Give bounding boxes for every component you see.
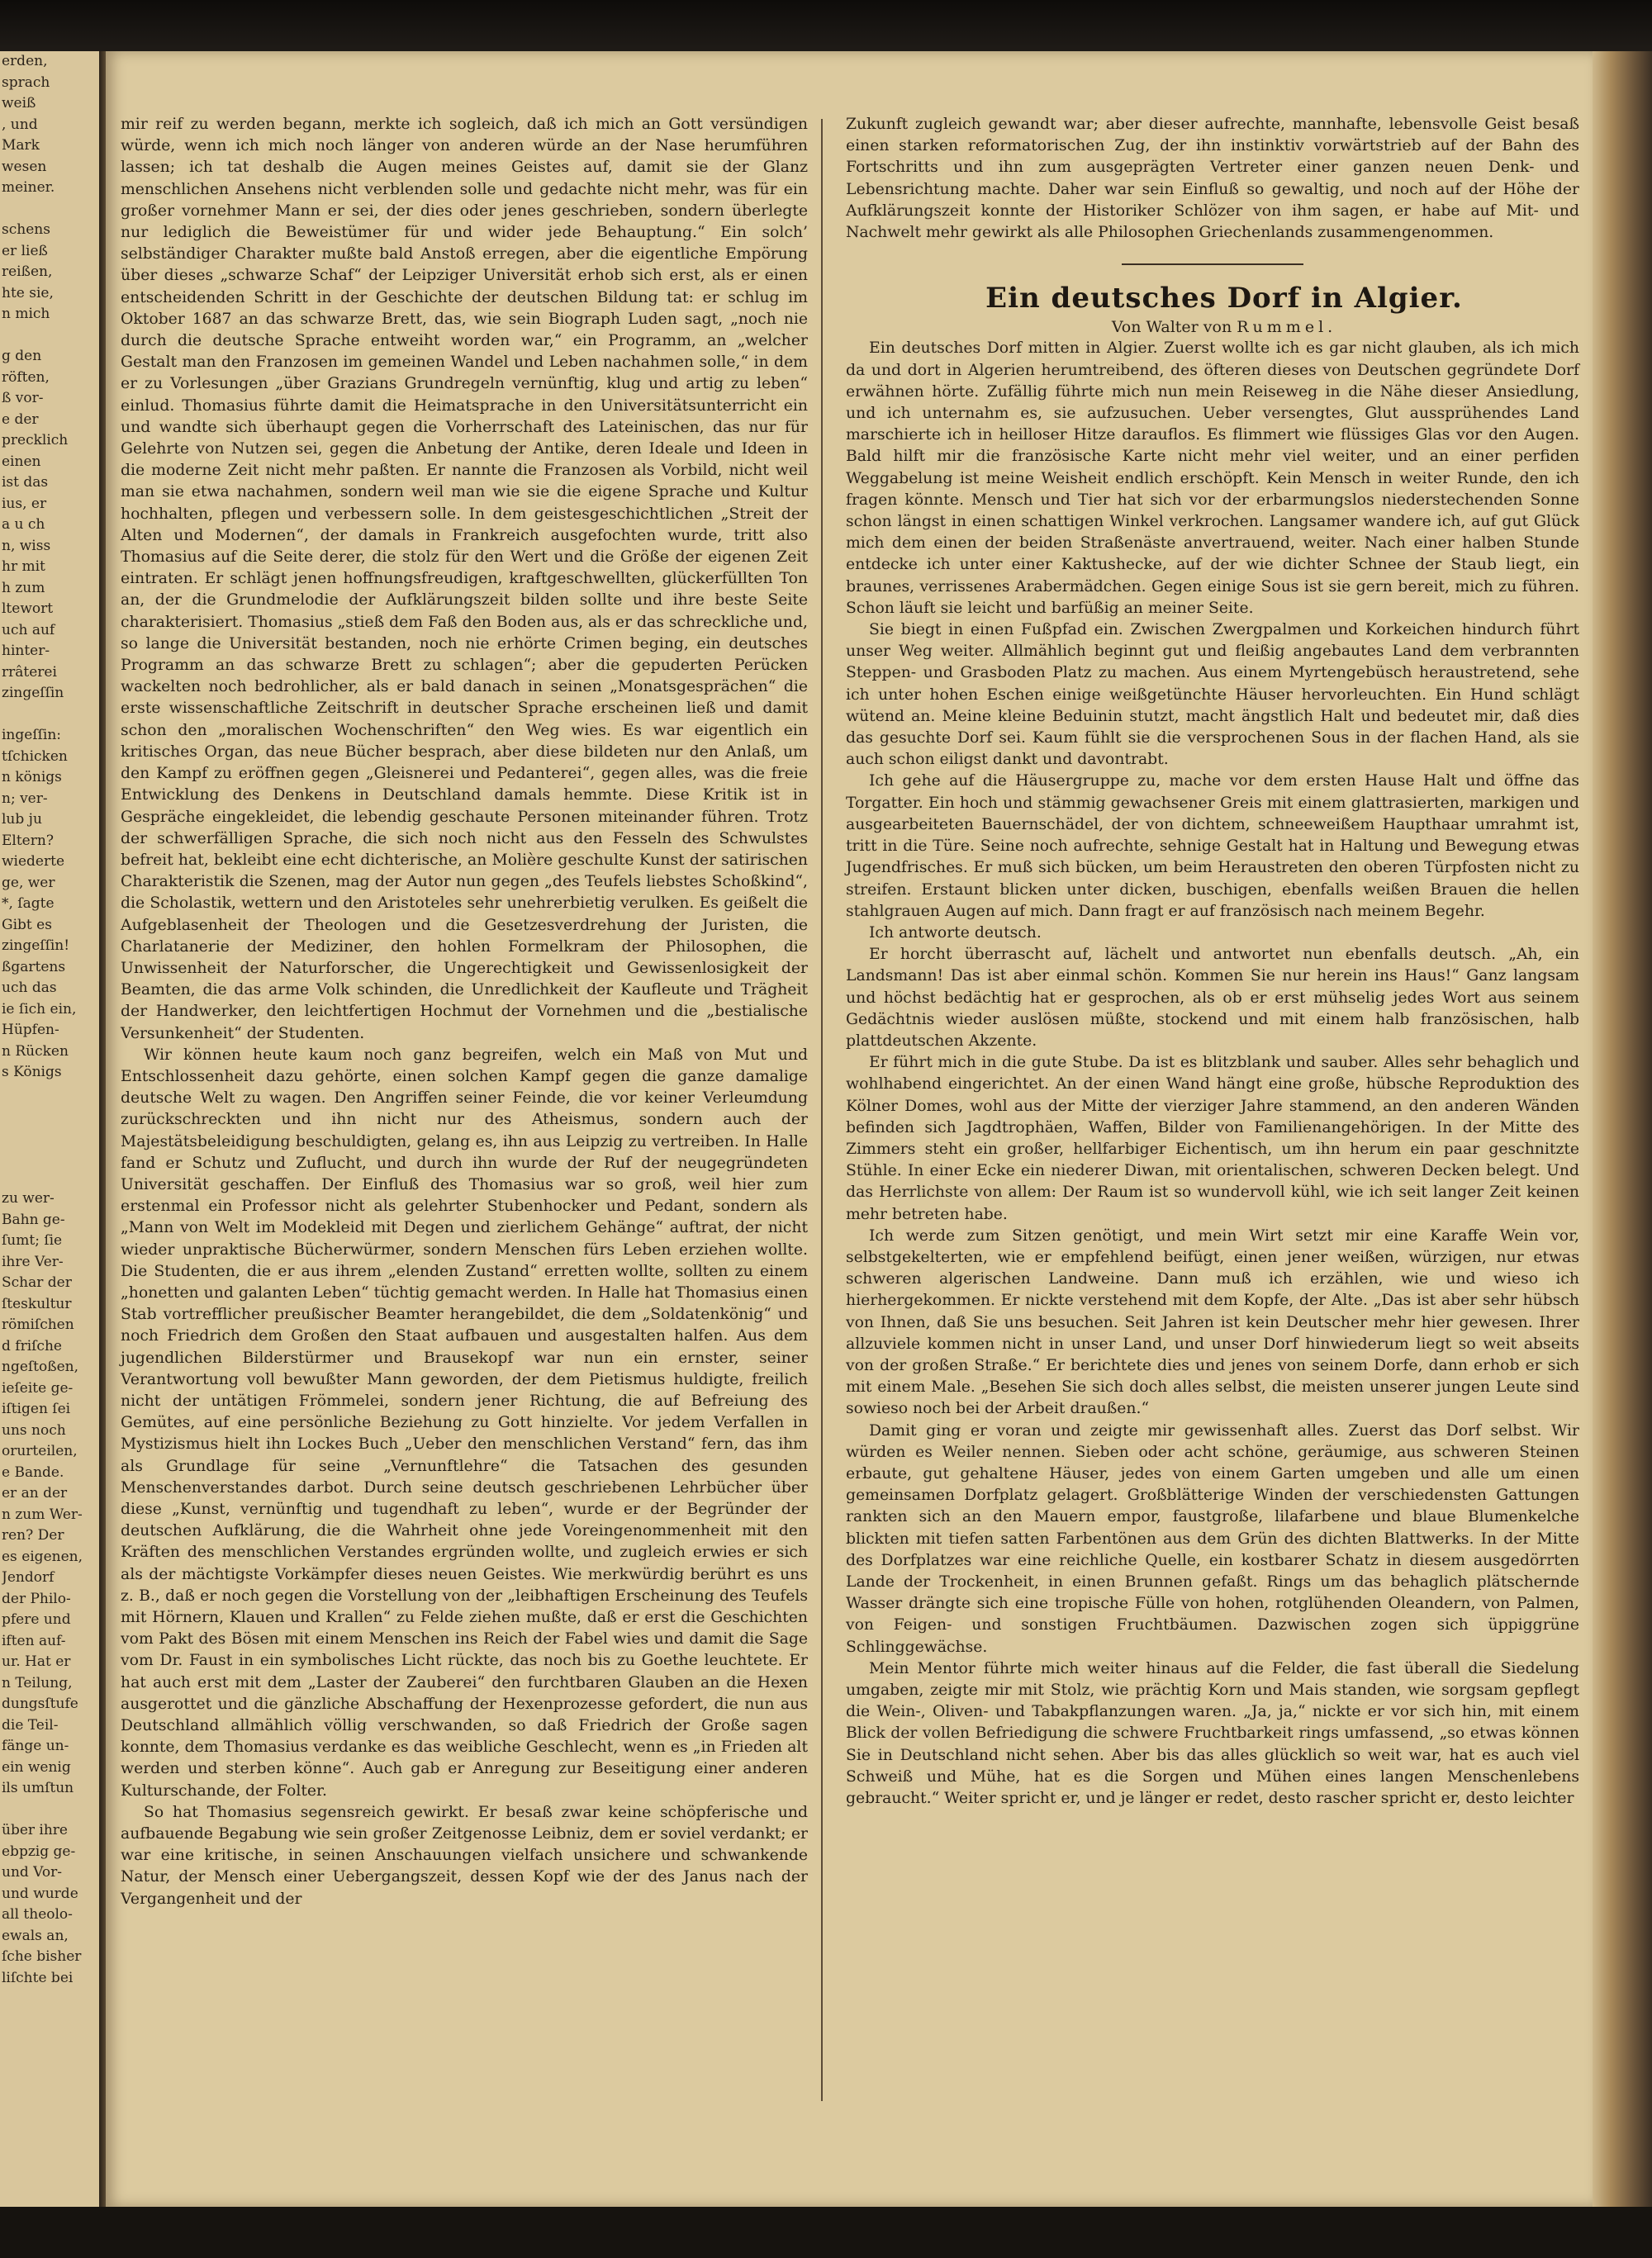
adjacent-page-line: römiſchen: [2, 1316, 74, 1333]
adjacent-page-line: uch auf: [2, 621, 55, 638]
adjacent-page-line: [2, 199, 96, 221]
adjacent-page-line: über ihre: [2, 1822, 68, 1838]
article-paragraph: Ich antworte deutsch.: [869, 923, 1042, 942]
adjacent-page-line: es eigenen,: [2, 1548, 83, 1565]
adjacent-page-line: pfere und: [2, 1611, 71, 1628]
adjacent-page-line: [2, 1146, 96, 1168]
adjacent-page-line: und Vor-: [2, 1864, 63, 1881]
adjacent-page-line: iſtigen ſei: [2, 1401, 71, 1417]
adjacent-page-line: Jendorf: [2, 1569, 55, 1586]
adjacent-page-line: hte sie,: [2, 284, 54, 301]
adjacent-page-line: ßgartens: [2, 958, 66, 975]
adjacent-page-line: meiner.: [2, 179, 55, 196]
article-paragraph: Er führt mich in die gute Stube. Da ist es blitzblank und sauber. Alles sehr behaglich und wohlhabend eingerichtet. An der einen Wand hängt eine große, hübsche Reproduktion des Kölner Domes, wohl aus der Mitte der vierziger Jahre stammend, an den anderen Wänden befinden sich Jagdtrophäen, Waffen, Bilder von Familienangehörigen. In der Mitte des Zimmers steht ein großer, hellfarbiger Eichentisch, um ihn herum ein paar geschnitzte Stühle. In einer Ecke ein niederer Diwan, mit orientalischen, schweren Decken belegt. Und das Herrlichste von allem: Der Raum ist so wundervoll kühl, wie ich seit langer Zeit keinen mehr betreten habe.: [846, 1054, 1579, 1223]
adjacent-page-line: einen: [2, 453, 41, 470]
adjacent-page-line: n Teilung,: [2, 1674, 73, 1691]
scan-bottom-border: [0, 2207, 1652, 2258]
article-paragraph: Ich werde zum Sitzen genötigt, und mein Wirt setzt mir eine Karaffe Wein vor, selbstgekelterten, wie er empfehlend beifügt, einen jener weißen, würzigen, nur etwas schweren algerischen Landweine. Dann muß ich erzählen, wie und wieso ich hierhergekommen. Er nickte verstehend mit dem Kopfe, der Alte. „Das ist aber sehr hübsch von Ihnen, daß Sie uns besuchen. Seit Jahren ist kein Deutscher mehr hier gewesen. Ihrer allzuviele kommen nicht in unser Land, und unser Dorf hinwiederum liegt so weit abseits von der großen Straße.“ Er berichtete dies und jenes von seinem Dorfe, dann erhob er sich mit einem Male. „Besehen Sie sich doch alles selbst, die meisten unserer jungen Leute sind sowieso noch bei der Arbeit draußen.“: [846, 1226, 1579, 1418]
adjacent-page-line: *, ſagte: [2, 895, 55, 912]
left-column: [121, 114, 808, 1910]
adjacent-page-line: ge, wer: [2, 874, 55, 891]
adjacent-page-line: wiederte: [2, 853, 65, 870]
adjacent-page-line: rrâterei: [2, 663, 57, 681]
adjacent-page-line: n, wiss: [2, 537, 51, 554]
adjacent-page-line: n Rücken: [2, 1042, 69, 1060]
adjacent-page-line: er ließ: [2, 242, 48, 259]
adjacent-page-line: hr mit: [2, 558, 45, 575]
adjacent-page-line: [2, 1126, 96, 1147]
adjacent-page-line: ius, er: [2, 495, 47, 512]
adjacent-page-line: uns noch: [2, 1421, 66, 1439]
adjacent-page-line: ils umſtun: [2, 1780, 74, 1796]
adjacent-page-line: h zum: [2, 579, 45, 596]
adjacent-page-line: iften auf-: [2, 1632, 66, 1649]
scan-top-border: [0, 0, 1652, 51]
adjacent-page-line: hinter-: [2, 643, 50, 659]
adjacent-page-line: ß vor-: [2, 390, 44, 406]
adjacent-page-line: all theolo-: [2, 1906, 73, 1923]
adjacent-page-line: n königs: [2, 769, 62, 785]
article-paragraph: Ich gehe auf die Häusergruppe zu, mache vor dem ersten Hause Halt und öffne das Torgatter. Ein hoch und stämmig gewachsener Greis mit einem glattrasierten, markigen und ausgearbeiteten Bauernschädel, der von dichtem, schneeweißem Haupthaar umrahmt ist, tritt in die Türe. Seine noch aufrechte, sehnige Gestalt hat in Haltung und Bewegung etwas Jugendfrisches. Er muß sich bücken, um beim Heraustreten den oberen Türpfosten nicht zu streifen. Erstaunt blicken unter dicken, buschigen, ebenfalls weißen Brauen die hellen stahlgrauen Augen auf mich. Dann fragt er auf französisch nach meinem Begehr.: [846, 772, 1579, 920]
body-paragraph: Wir können heute kaum noch ganz begreifen, welch ein Maß von Mut und Entschlossenheit dazu gehörte, einen solchen Kampf gegen die ganze damalige deutsche Welt zu wagen. Den Angriffen seiner Feinde, die vor keiner Verleumdung zurückschreckten und ihn nicht nur des Atheismus, sondern auch der Majestätsbeleidigung beschuldigten, gelang es, ihn aus Leipzig zu vertreiben. In Halle fand er Schutz und Zuflucht, und durch ihn wurde der Ruf der neugegründeten Universität geschaffen. Der Einfluß des Thomasius war so groß, weil hier zum erstenmal ein Professor nicht als gelehrter Stubenhocker und Pedant, sondern als „Mann von Welt im Modekleid mit Degen und zierlichem Gehänge“ auftrat, der nicht wieder unpraktische Bücherwürmer, sondern Menschen fürs Leben erziehen wollte. Die Studenten, die er aus ihrem „elenden Zustand“ erretten wollte, sollten zu einem „honetten und galanten Leben“ tüchtig gemacht werden. In Halle hat Thomasius einen Stab vortrefflicher preußischer Beamter herangebildet, die dem „Soldatenkönig“ und noch Friedrich dem Großen den Staat aufbauen und ausgestalten halfen. Aus dem jugendlichen Bilderstürmer und Brausekopf war nun ein ernster, seiner Verantwortung voll bewußter Mann geworden, der dem Pietismus huldigte, freilich nicht der untätigen Frömmelei, sondern jener Richtung, die auf Befreiung des Gemütes, auf eine persönliche Beziehung zu Gott hinzielte. Vor jedem Verfallen in Mystizismus hielt ihn Lockes Buch „Ueber den menschlichen Verstand“ fern, das ihm als Grundlage für seine „Vernunftlehre“ die Tatsachen des gesunden Menschenverstandes darbot. Durch seine deutsch geschriebenen Lehrbücher über diese „Kunst, vernünftig und tugendhaft zu leben“, wurde er der Begründer der deutschen Aufklärung, die die Wahrheit ohne jede Voreingenommenheit mit den Kräften des menschlichen Verstandes ergründen wollte, und zugleich erwies er sich als der mächtigste Vorkämpfer dieses neuen Geistes. Wie merkwürdig berührt es uns z. B., daß er noch gegen die Vorstellung von der „leibhaftigen Erscheinung des Teufels mit Hörnern, Klauen und Krallen“ zu Felde ziehen mußte, daß er erst die Geschichten vom Pakt des Bösen mit einem Menschen ins Reich der Fabel wies und damit die Sage vom Dr. Faust in ein symbolisches Licht rückte, das noch bis zu Goethe leuchtete. Er hat auch erst mit dem „Laster der Zauberei“ den furchtbaren Glauben an die Hexen ausgerottet und die gänzliche Abschaffung der Hexenprozesse gefordert, die nun aus Deutschland allmählich völlig verschwanden, so daß Friedrich der Große sagen konnte, dem Thomasius verdanke es das weibliche Geschlecht, wenn es „in Frieden alt werden und sterben könne“. Auch gab er Anregung zur Beseitigung einer anderen Kulturschande, der Folter.: [121, 1046, 808, 1800]
adjacent-page-line: reißen,: [2, 263, 53, 280]
adjacent-page-line: ist das: [2, 474, 49, 491]
adjacent-page-line: er an der: [2, 1485, 68, 1501]
column-divider: [821, 119, 823, 2101]
adjacent-page-line: e Bande.: [2, 1463, 64, 1481]
adjacent-page-line: s Königs: [2, 1064, 62, 1080]
body-paragraph: So hat Thomasius segensreich gewirkt. Er besaß zwar keine schöpferische und aufbauende Begabung wie sein großer Zeitgenosse Leibniz, dem er soviel verdankt; er war eine kritische, in seinen Anschauungen vielfach unsichere und schwankende Natur, der Mensch einer Uebergangszeit, dessen Kopf wie der des Janus nach der Vergangenheit und der: [121, 1803, 808, 1908]
adjacent-page-line: ihre Ver-: [2, 1253, 64, 1270]
adjacent-page-line: zu wer-: [2, 1190, 55, 1207]
adjacent-page-line: ingeſſin:: [2, 727, 62, 743]
adjacent-page-line: , und: [2, 116, 38, 133]
adjacent-page-line: wesen: [2, 158, 47, 175]
adjacent-page-line: ieſeite ge-: [2, 1379, 74, 1397]
adjacent-page-line: n mich: [2, 306, 50, 322]
adjacent-page-line: d friſche: [2, 1337, 62, 1354]
adjacent-page-line: Gibt es: [2, 916, 52, 933]
byline-prefix: Von Walter von: [1111, 318, 1232, 337]
adjacent-page-line: ie ſich ein,: [2, 1000, 77, 1018]
adjacent-page-line: n zum Wer-: [2, 1506, 83, 1523]
article-paragraph: Ein deutsches Dorf mitten in Algier. Zuerst wollte ich es gar nicht glauben, als ich mich da und dort in Algerien herumtreibend, des öfteren dieses von Deutschen gegründete Dorf erwähnen hörte. Zufällig führte mich nun mein Reiseweg in die Nähe dieser Ansiedlung, und ich unternahm es, sie aufzusuchen. Ueber versengtes, Glut aussprühendes Land marschierte ich in heilloser Hitze darauflos. Es flimmert wie flüssiges Glas vor den Augen. Bald hilft mir die französische Karte nicht mehr viel weiter, und an einer perfiden Weggabelung ist meine Weisheit endlich erschöpft. Kein Mensch in weiter Runde, den ich fragen könnte. Mensch und Tier hat sich vor der erbarmungslos niederstechenden Sonne schon längst in einen schattigen Winkel verkrochen. Langsamer wandere ich, auf gut Glück mich dem einen der beiden Straßenäste anvertrauend, weiter. Nach einer halben Stunde entdecke ich unter einer Kaktushecke, auf der wie dichter Schnee der Staub liegt, ein braunes, verrissenes Arabermädchen. Gegen einige Sous ist sie gern bereit, mich zu führen. Schon läuft sie leicht und barfüßig an meiner Seite.: [846, 339, 1579, 617]
adjacent-page-line: [2, 704, 96, 726]
book-gutter: [99, 51, 106, 2207]
article-title: Ein deutsches Dorf in Algier.: [985, 282, 1463, 315]
adjacent-page-line: Eltern?: [2, 832, 54, 849]
adjacent-page-line: ebpzig ge-: [2, 1843, 76, 1860]
adjacent-page-line: fänge un-: [2, 1738, 69, 1754]
adjacent-page-line: ltewort: [2, 600, 54, 617]
adjacent-page-line: röften,: [2, 368, 50, 386]
adjacent-page-line: [2, 325, 96, 347]
article-paragraph: Mein Mentor führte mich weiter hinaus auf die Felder, die fast überall die Siedelung umgaben, zeigte mir mit Stolz, wie prächtig Korn und Mais standen, wie sorgsam gepflegt die Wein-, Oliven- und Tabakpflanzungen waren. „Ja, ja,“ nickte er vor sich hin, mit einem Blick der vollen Befriedigung die schwere Fruchtbarkeit rings umfassend, „so etwas können Sie in Deutschland nicht sehen. Aber bis das alles glücklich so weit war, hat es auch viel Schweiß und Mühe, hat es die Sorgen und Mühen eines langen Menschenlebens gebraucht.“ Weiter spricht er, und je länger er redet, desto rascher spricht er, desto leichter: [846, 1659, 1579, 1808]
adjacent-page-line: [2, 1168, 96, 1189]
article-paragraph: Sie biegt in einen Fußpfad ein. Zwischen Zwergpalmen und Korkeichen hindurch führt unser Weg weiter. Allmählich beginnt gut und fleißig angebautes Land dem verbrannten Steppen- und Grasboden Platz zu machen. Aus einem Myrtengebüsch heraustretend, sehe ich unter hohen Eschen einige weißgetünchte Häuser hervorleuchten. Ein Hund schlägt wütend an. Meine kleine Beduinin stutzt, macht ängstlich Halt und bedeutet mir, daß dies das gesuchte Dorf sei. Kaum fühlt sie die versprochenen Sous in der flachen Hand, als sie auch schon eiligst dankt und davontrabt.: [846, 621, 1579, 769]
adjacent-page-line: schens: [2, 221, 50, 238]
adjacent-page-line: erden,: [2, 53, 48, 69]
adjacent-page-text: [2, 51, 96, 1989]
adjacent-page-line: uch das: [2, 980, 57, 996]
adjacent-page-line: Mark: [2, 137, 40, 154]
article-separator: [1122, 263, 1303, 265]
adjacent-page-line: dungsſtufe: [2, 1696, 78, 1712]
body-paragraph: mir reif zu werden begann, merkte ich sogleich, daß ich mich an Gott versündigen würde, wenn ich mich noch länger von anderen würde an der Nase herumführen lassen; ich tat deshalb die Augen meines Geistes auf, damit sie der Glanz menschlichen Ansehens nicht verblenden solle und gedachte nicht mehr, was für ein großer vornehmer Mann er sei, der dies oder jenes geschrieben, sondern überlegte nur lediglich die Beweistümer für und wider jede Behauptung.“ Ein solch’ selbständiger Charakter mußte bald Anstoß erregen, aber die eigentliche Empörung über dieses „schwarze Schaf“ der Leipziger Universität erhob sich erst, als er einen entscheidenden Schritt in der Geschichte der deutschen Bildung tat: er schlug im Oktober 1687 an das schwarze Brett, das, wie sein Biograph Luden sagt, „noch nie durch die deutsche Sprache entweiht worden war,“ ein Programm, an „welcher Gestalt man den Franzosen im gemeinen Wandel und Leben nachahmen solle,“ in dem er zu Vorlesungen „über Grazians Grundregeln vernünftig, klug und artig zu leben“ einlud. Thomasius führte damit die Heimatsprache in den Universitätsunterricht ein und wandte sich überhaupt gegen die Vorherrschaft des Lateinischen, das nur für Gelehrte von Nutzen sei, gegen die Anbetung der Antike, deren Ideale und Ideen in die moderne Zeit nicht mehr paßten. Er nannte die Franzosen als Vorbild, nicht weil man sie etwa nachahmen, sondern weil man wie sie die eigene Sprache und Kultur hochhalten, pflegen und verbessern solle. In dem geistesgeschichtlichen „Streit der Alten und Modernen“, der damals in Frankreich ausgefochten wurde, tritt also Thomasius auf die Seite derer, die stolz für den Wert und die Größe der eigenen Zeit eintraten. Er schlägt jenen hoffnungsfreudigen, kraftgeschwellten, glückerfüllten Ton an, der die Grundmelodie der Aufklärungszeit bilden sollte und ihre beste Seite charakterisiert. Thomasius „stieß dem Faß den Boden aus, als er das schreckliche und, so lange die Universität bestanden, noch nie erhörte Crimen beging, ein deutsches Programm an das schwarze Brett zu schlagen“; aber die gepuderten Perücken wackelten noch bedrohlicher, als er bald danach in seinen „Monatsgesprächen“ die erste wissenschaftliche Zeitschrift in deutscher Sprache erscheinen ließ und damit schon den „moralischen Wochenschriften“ den Weg wies. Es war eigentlich ein kritisches Organ, das neue Bücher besprach, aber diese bildeten nur den Anlaß, um den Kampf zu eröffnen gegen „Gleisnerei und Pedanterei“, gegen alles, was die freie Entwicklung des Denkens in Deutschland damals hemmte. Diese Kritik ist in Gespräche eingekleidet, die lebendig geschaute Personen miteinander führen. Trotz der schwerfälligen Sprache, die sich noch nicht aus den Fesseln des Schwulstes befreit hat, bekleibt eine echt dichterische, an Molière geschulte Kunst der satirischen Charakteristik die Szenen, mag der Autor nun gegen „des Teufels liebstes Schoßkind“, die Scholastik, wettern und den Aristoteles sehr unehrerbietig verulken. Es geißelt die Aufgeblasenheit der Theologen und die Gesetzesverdrehung der Juristen, die Charlatanerie der Mediziner, den hohlen Formelkram der Philosophen, die Unwissenheit der Naturforscher, die Ungerechtigkeit und Gewissenlosigkeit der Beamten, die das arme Volk schinden, die Unredlichkeit der Kaufleute und Trägheit der Handwerker, den leichtfertigen Hochmut der Vornehmen und die „bestialische Versunkenheit“ der Studenten.: [121, 116, 808, 1042]
adjacent-page-line: der Philo-: [2, 1590, 71, 1607]
right-column: [846, 114, 1579, 1810]
adjacent-page-line: [2, 1800, 96, 1821]
adjacent-page-line: [2, 1104, 96, 1126]
adjacent-page-line: [2, 1084, 96, 1105]
adjacent-page-line: n; ver-: [2, 790, 48, 807]
adjacent-page-line: liſchte bei: [2, 1969, 74, 1986]
adjacent-page-line: precklich: [2, 432, 69, 448]
adjacent-page-line: sprach: [2, 74, 50, 91]
adjacent-page-line: zingeſſin: [2, 685, 64, 701]
byline-author: Rummel.: [1237, 318, 1337, 337]
adjacent-page-line: ſche bisher: [2, 1948, 82, 1965]
adjacent-page-line: Schar der: [2, 1274, 72, 1291]
page-edge-stack: [1593, 51, 1652, 2207]
adjacent-page-line: ſumt; ſie: [2, 1232, 63, 1249]
adjacent-page-line: ein wenig: [2, 1758, 71, 1776]
adjacent-page-line: weiß: [2, 95, 36, 111]
adjacent-page-line: ren? Der: [2, 1527, 64, 1544]
newspaper-page: [106, 51, 1593, 2207]
adjacent-page-line: a u ch: [2, 516, 45, 533]
article-body: [846, 338, 1579, 1810]
adjacent-page-line: tſchicken: [2, 747, 68, 765]
adjacent-page-line: Hüpfen-: [2, 1022, 59, 1038]
adjacent-page-line: und wurde: [2, 1885, 78, 1902]
adjacent-page-fragment: [0, 51, 102, 2207]
adjacent-page-line: e der: [2, 410, 39, 428]
adjacent-page-line: ſteskultur: [2, 1295, 72, 1312]
adjacent-page-line: ngeſtoßen,: [2, 1359, 79, 1375]
continued-paragraph: Zukunft zugleich gewandt war; aber dieser aufrechte, mannhafte, lebensvolle Geist besaß einen starken reformatorischen Zug, der ihn instinktiv vorwärtstrieb auf der Bahn des Fortschritts und ihn zum ausgeprägten Vertreter einer ganzen neuen Denk- und Lebensrichtung machte. Daher war sein Einfluß so gewaltig, und noch auf der Höhe der Aufklärungszeit konnte der Historiker Schlözer von ihm sagen, er habe auf Mit- und Nachwelt mehr gewirkt als alle Philosophen Griechenlands zusammengenommen.: [846, 116, 1579, 242]
article-paragraph: Damit ging er voran und zeigte mir gewissenhaft alles. Zuerst das Dorf selbst. Wir würden es Weiler nennen. Sieben oder acht schöne, geräumige, aus schweren Steinen erbaute, gut gehaltene Häuser, jedes von einem Garten umgeben und alle um einen gemeinsamen Dorfplatz gelagert. Großblätterige Winden der verschiedensten Gattungen rankten sich an den Mauern empor, faustgroße, lilafarbene und blaue Blumenkelche blickten mit tiefen satten Farbentönen aus dem Grün des dichten Blattwerks. In der Mitte des Dorfplatzes war eine reichliche Quelle, ein kostbarer Schatz in diesem ausgedörrten Lande der Trockenheit, in einen Brunnen gefaßt. Rings um das behaglich plätschernde Wasser drängte sich eine tropische Fülle von hohen, rotglühenden Oleandern, von Palmen, von Feigen- und sonstigen Fruchtbäumen. Dazwischen zogen sich üppiggrüne Schlinggewächse.: [846, 1421, 1579, 1656]
adjacent-page-line: g den: [2, 348, 42, 364]
adjacent-page-line: zingeſſin!: [2, 937, 70, 954]
article-byline: [846, 316, 1579, 338]
adjacent-page-line: ewals an,: [2, 1927, 69, 1944]
adjacent-page-line: ur. Hat er: [2, 1653, 71, 1670]
adjacent-page-line: lub ju: [2, 811, 42, 828]
adjacent-page-line: orurteilen,: [2, 1443, 78, 1459]
article-paragraph: Er horcht überrascht auf, lächelt und antwortet nun ebenfalls deutsch. „Ah, ein Landsmann! Das ist aber einmal schön. Kommen Sie nur herein ins Haus!“ Ganz langsam und höchst bedächtig hat er gesprochen, als ob er erst mühselig jedes Wort aus seinem Gedächtnis wieder auslösen müßte, stockend und mit einem halb französischen, halb plattdeutschen Akzente.: [846, 946, 1579, 1050]
adjacent-page-line: die Teil-: [2, 1716, 59, 1734]
adjacent-page-line: Bahn ge-: [2, 1211, 65, 1228]
